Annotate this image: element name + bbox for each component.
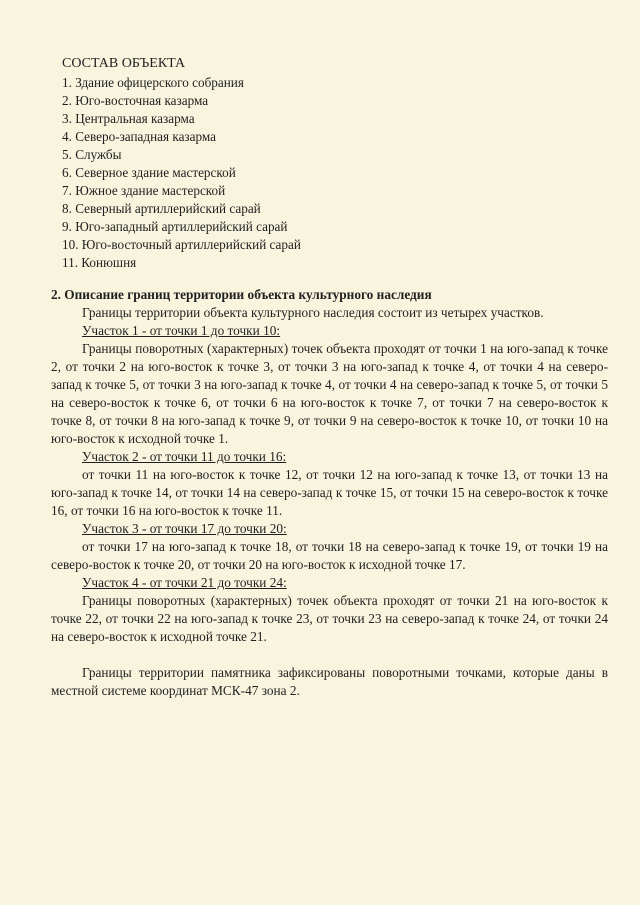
section-heading: 2. Описание границ территории объекта культурного наследия	[51, 287, 432, 302]
plot-heading-label: Участок 4 - от точки 21 до точки 24	[82, 575, 284, 590]
composition-item: 1. Здание офицерского собрания	[62, 75, 244, 90]
plot-heading-label: Участок 2 - от точки 11 до точки 16	[82, 449, 283, 464]
composition-item: 5. Службы	[62, 147, 122, 162]
territory-boundaries-section	[51, 285, 608, 700]
composition-item: 2. Юго-восточная казарма	[62, 93, 209, 108]
plot-text-3: от точки 17 на юго-запад к точке 18, от точки 18 на северо-запад к точке 19, от точки 19 на северо-восток к точке 20, от точки 20 на юго-восток к исходной точке 17.	[51, 539, 608, 572]
composition-item: 9. Юго-западный артиллерийский сарай	[62, 219, 288, 234]
intro-paragraph: Границы территории объекта культурного наследия состоит из четырех участков.	[82, 305, 544, 320]
plot-heading-2: Участок 2 - от точки 11 до точки 16:	[82, 449, 287, 464]
composition-title: СОСТАВ ОБЪЕКТА	[62, 56, 186, 71]
composition-item: 8. Северный артиллерийский сарай	[62, 201, 261, 216]
object-composition	[62, 55, 362, 272]
composition-item: 6. Северное здание мастерской	[62, 165, 236, 180]
composition-item: 4. Северо-западная казарма	[62, 129, 216, 144]
composition-list	[62, 74, 362, 272]
plot-heading-1: Участок 1 - от точки 1 до точки 10:	[82, 323, 281, 338]
plot-text-4: Границы поворотных (характерных) точек объекта проходят от точки 21 на юго-восток к точке 22, от точки 22 на юго-запад к точке 23, от точки 23 на северо-запад к точке 24, от точки 24 на северо-восток к исходной точке 21.	[51, 593, 608, 644]
closing-paragraph: Границы территории памятника зафиксированы поворотными точками, которые даны в местной системе координат МСК-47 зона 2.	[51, 665, 608, 698]
composition-item: 11. Конюшня	[62, 255, 137, 270]
composition-item: 10. Юго-восточный артиллерийский сарай	[62, 237, 301, 252]
plot-heading-3: Участок 3 - от точки 17 до точки 20:	[82, 521, 287, 536]
plot-heading-label: Участок 3 - от точки 17 до точки 20	[82, 521, 284, 536]
plot-text-1: Границы поворотных (характерных) точек объекта проходят от точки 1 на юго-запад к точке 2, от точки 2 на юго-восток к точке 3, от точки 3 на юго-запад к точке 4, от точки 4 на северо-запад к точке 5, от точки 3 на юго-запад к точке 4, от точки 4 на северо-запад к точке 5, от точки 5 на северо-восток к точке 6, от точки 6 на юго-восток к точке 7, от точки 7 на северо-восток к точке 8, от точки 8 на юго-запад к точке 9, от точки 9 на северо-восток к точке 10, от точки 10 на юго-восток к исходной точке 1.	[51, 341, 608, 446]
plot-heading-4: Участок 4 - от точки 21 до точки 24:	[82, 575, 287, 590]
plot-text-2: от точки 11 на юго-восток к точке 12, от точки 12 на юго-запад к точке 13, от точки 13 на юго-запад к точке 14, от точки 14 на северо-запад к точке 15, от точки 15 на северо-восток к точке 16, от точки 16 на юго-восток к точке 11.	[51, 467, 608, 518]
composition-item: 7. Южное здание мастерской	[62, 183, 226, 198]
plot-heading-label: Участок 1 - от точки 1 до точки 10	[82, 323, 277, 338]
composition-item: 3. Центральная казарма	[62, 111, 195, 126]
